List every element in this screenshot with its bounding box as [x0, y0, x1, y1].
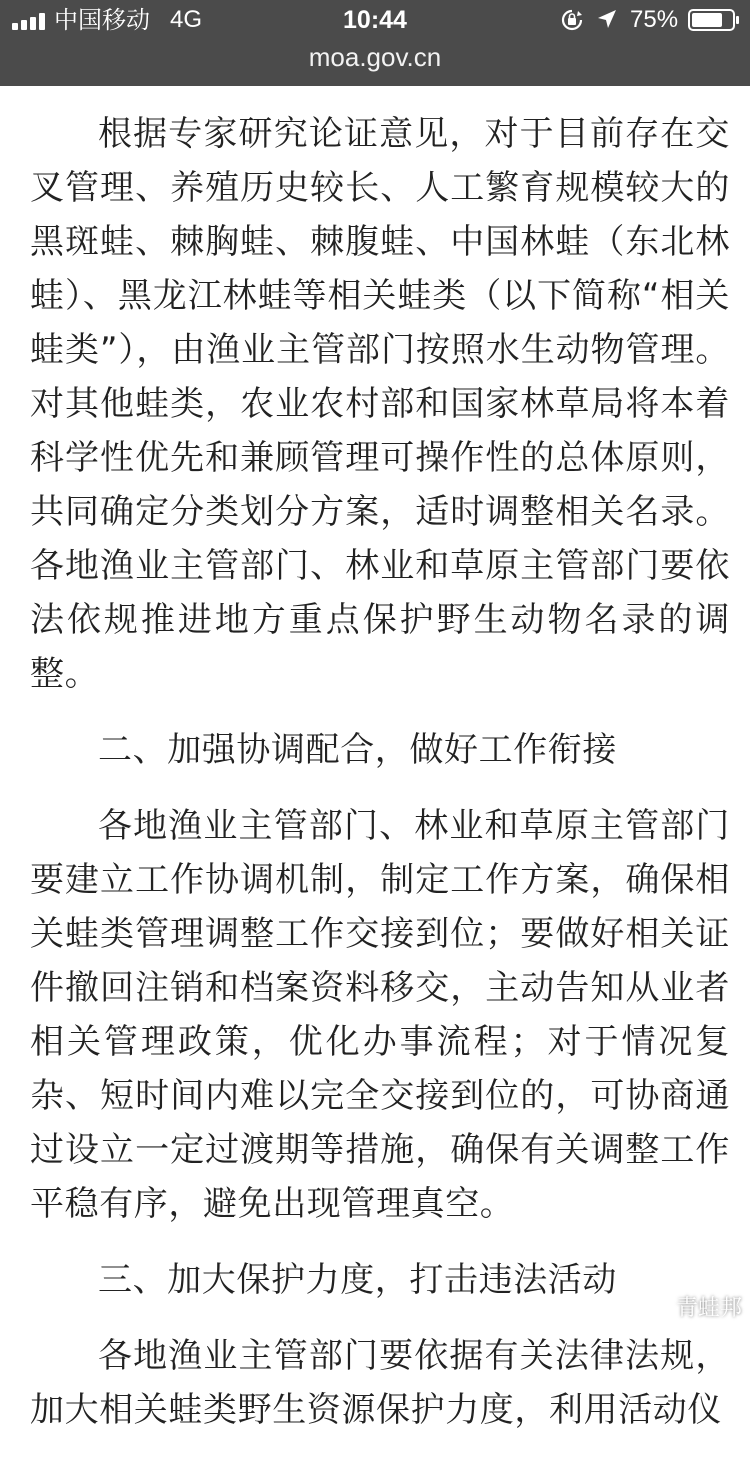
clock: 10:44: [343, 6, 407, 34]
top-bar: [0, 0, 750, 86]
section-heading: 三、加大保护力度，打击违法活动: [98, 1260, 617, 1300]
battery-percent: 75%: [630, 6, 679, 33]
section-heading: 二、加强协调配合，做好工作衔接: [98, 730, 617, 770]
address-bar-url[interactable]: moa.gov.cn: [308, 42, 442, 72]
network-type: 4G: [170, 6, 203, 33]
article-paragraph: 根据专家研究论证意见，对于目前存在交叉管理、养殖历史较长、人工繁育规模较大的黑斑蛙、棘胸蛙、棘腹蛙、中国林蛙（东北林蛙）、黑龙江林蛙等相关蛙类（以下简称“相关蛙类”），由渔业主管部门按照水生动物管理。对其他蛙类，农业农村部和国家林草局将本着科学性优先和兼顾管理可操作性的总体原则，共同确定分类划分方案，适时调整相关名录。各地渔业主管部门、林业和草原主管部门要依法依规推进地方重点保护野生动物名录的调整。: [30, 114, 730, 694]
battery-icon: [688, 8, 740, 32]
article-body: [30, 107, 730, 1459]
rotation-lock-icon: [560, 8, 584, 32]
status-bar: [0, 0, 750, 40]
article-paragraph: 各地渔业主管部门要依据有关法律法规，加大相关蛙类野生资源保护力度，利用活动仪: [30, 1336, 730, 1430]
watermark: [642, 1286, 742, 1326]
article-paragraph: 各地渔业主管部门、林业和草原主管部门要建立工作协调机制，制定工作方案，确保相关蛙类管理调整工作交接到位；要做好相关证件撤回注销和档案资料移交，主动告知从业者相关管理政策，优化办事流程；对于情况复杂、短时间内难以完全交接到位的，可协商通过设立一定过渡期等措施，确保有关调整工作平稳有序，避免出现管理真空。: [30, 806, 730, 1224]
wechat-icon: [642, 1292, 670, 1320]
carrier-name: 中国移动: [54, 6, 150, 34]
location-arrow-icon: [596, 8, 618, 30]
watermark-text: 青蛙邦: [675, 1295, 742, 1321]
